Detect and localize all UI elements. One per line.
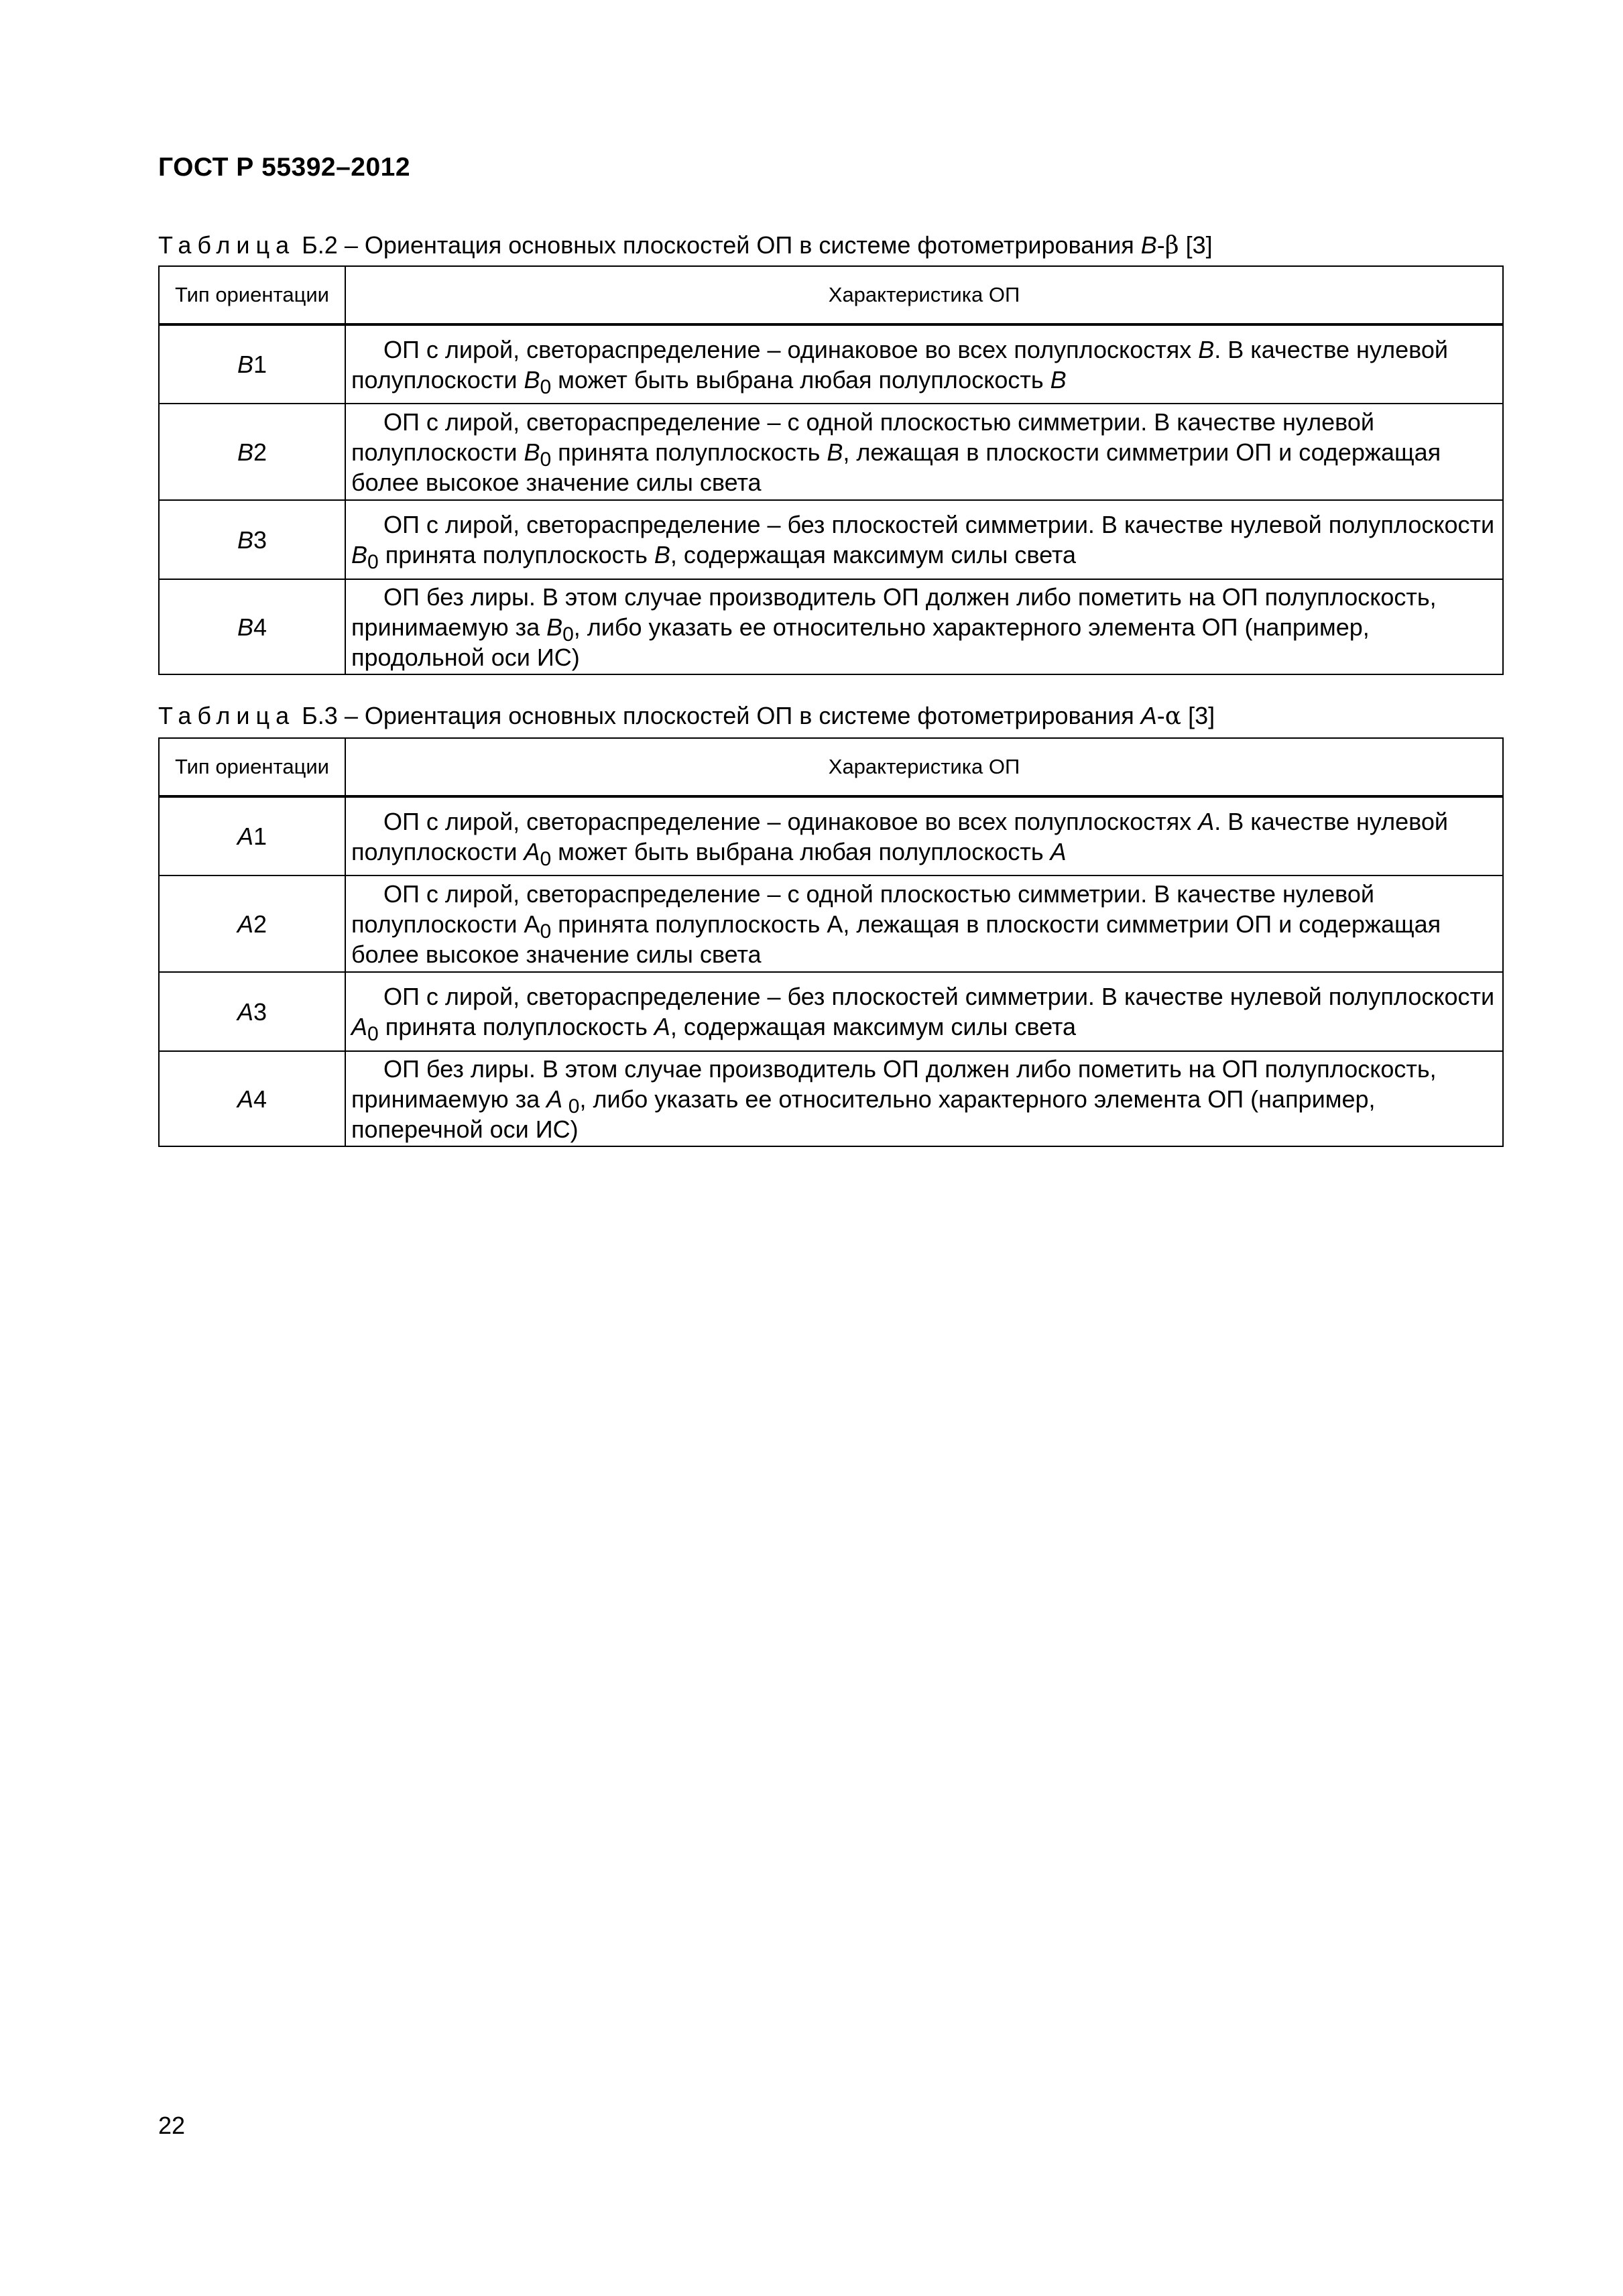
caption-text: – Ориентация основных плоскостей ОП в системе фотометрирования: [337, 702, 1141, 729]
description-text: A: [1198, 807, 1215, 835]
caption-ref: [3]: [1179, 231, 1213, 259]
description-text: ОП без лиры. В этом случае производитель ОП должен либо пометить на ОП полуплоскость, принимаемую за: [351, 1054, 1437, 1113]
type-number: 2: [253, 910, 267, 938]
type-letter: B: [237, 351, 253, 378]
cell-characteristic: [345, 579, 1503, 674]
caption-system-letter: A: [1140, 702, 1157, 729]
cell-characteristic: [345, 1051, 1503, 1146]
description-text: A: [351, 1013, 368, 1040]
description-text: A: [546, 1085, 568, 1113]
cell-orientation-type: [159, 579, 345, 674]
cell-characteristic: [345, 404, 1503, 500]
description-text: может быть выбрана любая полуплоскость: [551, 837, 1050, 865]
description-text: принята полуплоскость: [551, 438, 827, 466]
type-number: 3: [253, 526, 267, 554]
table-header-row: [159, 738, 1503, 796]
type-letter: B: [237, 613, 253, 641]
table-row: [159, 875, 1503, 972]
type-letter: A: [237, 910, 253, 938]
page-number: 22: [158, 2112, 186, 2139]
table-b2-caption: [158, 232, 1213, 259]
table-b3-body: [159, 796, 1503, 1146]
description-text: может быть выбрана любая полуплоскость: [551, 365, 1050, 394]
document-code: ГОСТ Р 55392–2012: [158, 153, 411, 182]
type-number: 1: [253, 351, 267, 378]
description-text: , лежащая в плоскости симметрии ОП и содержащая более высокое значение силы света: [351, 438, 1441, 496]
col-header-characteristic: Характеристика ОП: [345, 266, 1503, 324]
table-b3: [158, 737, 1504, 1147]
description-text: B: [524, 365, 540, 394]
description-text: B: [827, 438, 843, 466]
type-number: 2: [253, 438, 267, 466]
col-header-type: Тип ориентации: [159, 738, 345, 796]
type-letter: B: [237, 438, 253, 466]
description-text: B: [351, 541, 368, 568]
table-row: [159, 972, 1503, 1051]
description-text: ОП с лирой, светораспределение – без плоскостей симметрии. В качестве нулевой полуплоскости: [383, 511, 1495, 538]
cell-characteristic: [345, 972, 1503, 1051]
description-text: ОП с лирой, светораспределение – одинаковое во всех полуплоскостях: [383, 335, 1199, 363]
cell-characteristic: [345, 796, 1503, 875]
type-letter: A: [237, 1085, 253, 1113]
type-number: 4: [253, 613, 267, 641]
description-text: B: [524, 438, 540, 466]
cell-orientation-type: [159, 875, 345, 972]
description-text: B: [1050, 365, 1067, 394]
table-b2-body: [159, 324, 1503, 674]
table-row: [159, 579, 1503, 674]
description-text: 0: [540, 847, 552, 870]
caption-number: Б.2: [302, 231, 338, 259]
description-text: ОП с лирой, светораспределение – с одной плоскостью симметрии. В качестве нулевой полуплоскости А: [351, 880, 1375, 938]
caption-system-sep: -: [1156, 231, 1165, 259]
cell-characteristic: [345, 324, 1503, 404]
description-text: A: [1050, 837, 1067, 865]
cell-characteristic: [345, 500, 1503, 579]
description-text: 0: [367, 551, 379, 573]
caption-system-letter: B: [1140, 231, 1157, 259]
caption-word: Таблица: [158, 231, 296, 259]
type-letter: A: [237, 823, 253, 850]
cell-orientation-type: [159, 796, 345, 875]
table-b2: [158, 265, 1504, 675]
caption-text: – Ориентация основных плоскостей ОП в системе фотометрирования: [337, 231, 1141, 259]
description-text: ОП с лирой, светораспределение – с одной плоскостью симметрии. В качестве нулевой полуплоскости: [351, 408, 1375, 466]
description-text: принята полуплоскость: [378, 1013, 654, 1040]
description-text: ОП с лирой, светораспределение – без плоскостей симметрии. В качестве нулевой полуплоскости: [383, 983, 1495, 1010]
caption-number: Б.3: [302, 702, 338, 729]
caption-system-greek: α: [1164, 703, 1182, 730]
table-row: [159, 500, 1503, 579]
type-number: 4: [253, 1085, 267, 1113]
description-text: ОП с лирой, светораспределение – одинаковое во всех полуплоскостях: [383, 807, 1199, 835]
description-text: ОП без лиры. В этом случае производитель ОП должен либо пометить на ОП полуплоскость, принимаемую за: [351, 583, 1437, 641]
description-text: 0: [562, 623, 574, 646]
table-row: [159, 404, 1503, 500]
description-text: принята полуплоскость: [378, 541, 654, 568]
caption-system-greek: β: [1164, 232, 1179, 259]
cell-orientation-type: [159, 1051, 345, 1146]
description-text: . В качестве нулевой полуплоскости: [351, 807, 1448, 865]
caption-word: Таблица: [158, 702, 296, 729]
type-letter: B: [237, 526, 253, 554]
description-text: 0: [568, 1095, 580, 1117]
description-text: , содержащая максимум силы света: [670, 541, 1077, 568]
type-number: 3: [253, 998, 267, 1026]
table-header-row: [159, 266, 1503, 324]
description-text: , содержащая максимум силы света: [670, 1013, 1077, 1040]
description-text: 0: [540, 448, 552, 471]
description-text: , либо указать ее относительно характерного элемента ОП (например, поперечной оси ИС): [351, 1085, 1376, 1143]
cell-orientation-type: [159, 972, 345, 1051]
caption-ref: [3]: [1181, 702, 1215, 729]
table-row: [159, 324, 1503, 404]
cell-orientation-type: [159, 324, 345, 404]
description-text: . В качестве нулевой полуплоскости: [351, 335, 1448, 394]
description-text: принята полуплоскость А, лежащая в плоскости симметрии ОП и содержащая более высокое значение силы света: [351, 910, 1441, 968]
description-text: 0: [367, 1023, 379, 1045]
description-text: B: [546, 613, 563, 641]
description-text: 0: [540, 920, 552, 943]
col-header-characteristic: Характеристика ОП: [345, 738, 1503, 796]
cell-characteristic: [345, 875, 1503, 972]
cell-orientation-type: [159, 404, 345, 500]
caption-system-sep: -: [1156, 702, 1165, 729]
description-text: B: [654, 541, 670, 568]
description-text: B: [1198, 335, 1215, 363]
description-text: A: [654, 1013, 670, 1040]
description-text: A: [524, 837, 540, 865]
type-number: 1: [253, 823, 267, 850]
table-row: [159, 796, 1503, 875]
type-letter: A: [237, 998, 253, 1026]
table-b3-caption: [158, 703, 1215, 730]
cell-orientation-type: [159, 500, 345, 579]
table-row: [159, 1051, 1503, 1146]
description-text: , либо указать ее относительно характерного элемента ОП (например, продольной оси ИС): [351, 613, 1370, 671]
description-text: 0: [540, 375, 552, 398]
col-header-type: Тип ориентации: [159, 266, 345, 324]
